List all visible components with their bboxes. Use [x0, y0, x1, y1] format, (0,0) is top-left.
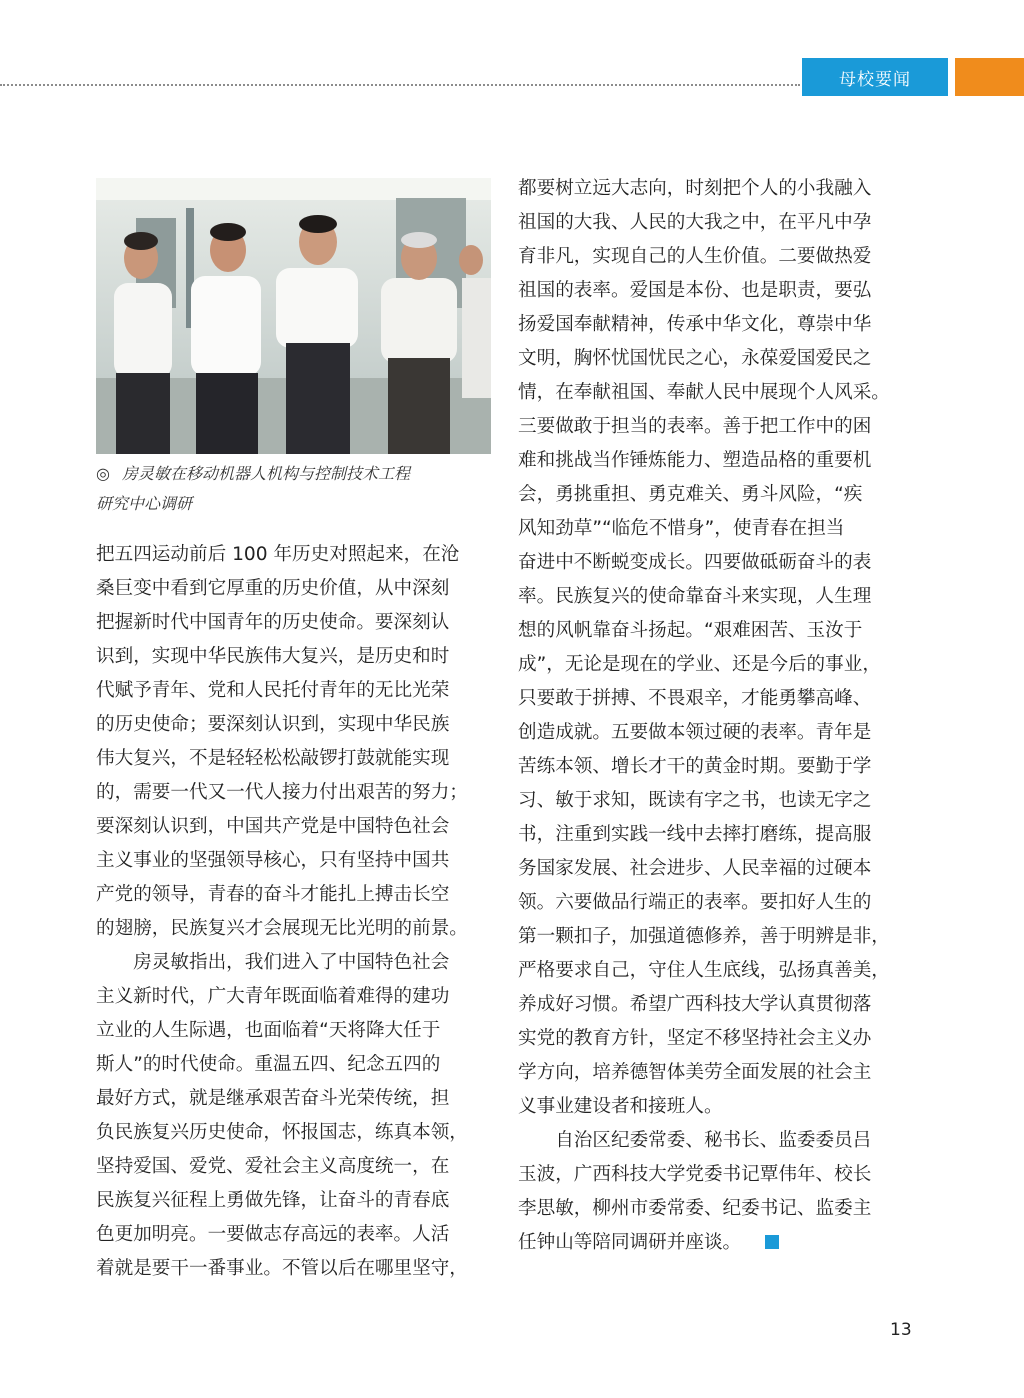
text-line: 义事业建设者和接班人。 — [518, 1096, 723, 1117]
text-line: 严格要求自己，守住人生底线，弘扬真善美， — [518, 960, 890, 981]
text-line: 李思敏，柳州市委常委、纪委书记、监委主 — [518, 1198, 872, 1219]
text-line: 学方向，培养德智体美劳全面发展的社会主 — [518, 1062, 872, 1083]
page-number: 13 — [890, 1320, 912, 1340]
article-photo — [96, 178, 491, 454]
text-line: 的翅膀，民族复兴才会展现无比光明的前景。 — [96, 918, 468, 939]
text-line: 坚持爱国、爱党、爱社会主义高度统一，在 — [96, 1156, 450, 1177]
text-line: 难和挑战当作锤炼能力、塑造品格的重要机 — [518, 450, 872, 471]
text-line: 习、敏于求知，既读有字之书，也读无字之 — [518, 790, 872, 811]
text-line: 书，注重到实践一线中去摔打磨练，提高服 — [518, 824, 872, 845]
caption-mark: ◎ — [96, 464, 110, 483]
text-line: 第一颗扣子，加强道德修养，善于明辨是非， — [518, 926, 890, 947]
text-line: 实党的教育方针，坚定不移坚持社会主义办 — [518, 1028, 872, 1049]
text-line: 负民族复兴历史使命，怀报国志，练真本领， — [96, 1122, 468, 1143]
text-line: 育非凡，实现自己的人生价值。二要做热爱 — [518, 246, 872, 267]
text-line: 风知劲草”“临危不惜身”，使青春在担当 — [518, 518, 845, 539]
photo-caption — [96, 459, 496, 519]
text-line: 房灵敏指出，我们进入了中国特色社会 — [96, 952, 450, 973]
text-line: 产党的领导，青春的奋斗才能扎上搏击长空 — [96, 884, 450, 905]
section-label: 母校要闻 — [802, 58, 948, 96]
article-right-column — [518, 172, 915, 1260]
text-line: 的，需要一代又一代人接力付出艰苦的努力； — [96, 782, 468, 803]
article-end-mark — [765, 1235, 779, 1249]
text-line: 只要敢于拼搏、不畏艰辛，才能勇攀高峰、 — [518, 688, 872, 709]
header-dotted-rule — [0, 84, 800, 86]
text-line: 苦练本领、增长才干的黄金时期。要勤于学 — [518, 756, 872, 777]
text-line: 主义新时代，广大青年既面临着难得的建功 — [96, 986, 450, 1007]
text-line: 把握新时代中国青年的历史使命。要深刻认 — [96, 612, 450, 633]
text-line: 率。民族复兴的使命靠奋斗来实现，人生理 — [518, 586, 872, 607]
text-line: 要深刻认识到，中国共产党是中国特色社会 — [96, 816, 450, 837]
text-line: 色更加明亮。一要做志存高远的表率。人活 — [96, 1224, 450, 1245]
text-line: 玉波，广西科技大学党委书记覃伟年、校长 — [518, 1164, 872, 1185]
text-line: 民族复兴征程上勇做先锋，让奋斗的青春底 — [96, 1190, 450, 1211]
text-line: 扬爱国奉献精神，传承中华文化，尊崇中华 — [518, 314, 872, 335]
text-line: 立业的人生际遇，也面临着“天将降大任于 — [96, 1020, 441, 1041]
text-line: 创造成就。五要做本领过硬的表率。青年是 — [518, 722, 872, 743]
text-line: 斯人”的时代使命。重温五四、纪念五四的 — [96, 1054, 441, 1075]
text-line: 最好方式，就是继承艰苦奋斗光荣传统，担 — [96, 1088, 450, 1109]
caption-text: 房灵敏在移动机器人机构与控制技术工程 — [121, 464, 410, 483]
last-line-text: 任钟山等陪同调研并座谈。 — [518, 1232, 742, 1253]
text-line: 伟大复兴，不是轻轻松松敲锣打鼓就能实现 — [96, 748, 450, 769]
caption-line — [96, 459, 496, 489]
caption-line: 研究中心调研 — [96, 494, 193, 513]
text-line: 识到，实现中华民族伟大复兴，是历史和时 — [96, 646, 450, 667]
text-line: 情，在奉献祖国、奉献人民中展现个人风采。 — [518, 382, 890, 403]
text-line: 养成好习惯。希望广西科技大学认真贯彻落 — [518, 994, 872, 1015]
text-line: 领。六要做品行端正的表率。要扣好人生的 — [518, 892, 872, 913]
text-line: 的历史使命；要深刻认识到，实现中华民族 — [96, 714, 450, 735]
text-line: 三要做敢于担当的表率。善于把工作中的困 — [518, 416, 872, 437]
text-line: 着就是要干一番事业。不管以后在哪里坚守， — [96, 1258, 468, 1279]
text-line: 想的风帆靠奋斗扬起。“艰难困苦、玉汝于 — [518, 620, 863, 641]
text-line: 祖国的大我、人民的大我之中，在平凡中孕 — [518, 212, 872, 233]
article-left-column — [96, 538, 493, 1286]
text-line: 自治区纪委常委、秘书长、监委委员吕 — [518, 1130, 872, 1151]
text-line: 祖国的表率。爱国是本份、也是职责，要弘 — [518, 280, 872, 301]
text-line: 代赋予青年、党和人民托付青年的无比光荣 — [96, 680, 450, 701]
text-line: 主义事业的坚强领导核心，只有坚持中国共 — [96, 850, 450, 871]
text-line: 奋进中不断蜕变成长。四要做砥砺奋斗的表 — [518, 552, 872, 573]
text-line: 桑巨变中看到它厚重的历史价值，从中深刻 — [96, 578, 450, 599]
text-line: 把五四运动前后 100 年历史对照起来，在沧 — [96, 544, 460, 565]
text-line: 务国家发展、社会进步、人民幸福的过硬本 — [518, 858, 872, 879]
text-line: 文明，胸怀忧国忧民之心，永葆爱国爱民之 — [518, 348, 872, 369]
text-line: 会，勇挑重担、勇克难关、勇斗风险，“疾 — [518, 484, 863, 505]
text-line: 都要树立远大志向，时刻把个人的小我融入 — [518, 178, 872, 199]
text-line-last — [518, 1226, 915, 1260]
text-line: 成”，无论是现在的学业、还是今后的事业， — [518, 654, 881, 675]
header-accent-tab — [955, 58, 1024, 96]
